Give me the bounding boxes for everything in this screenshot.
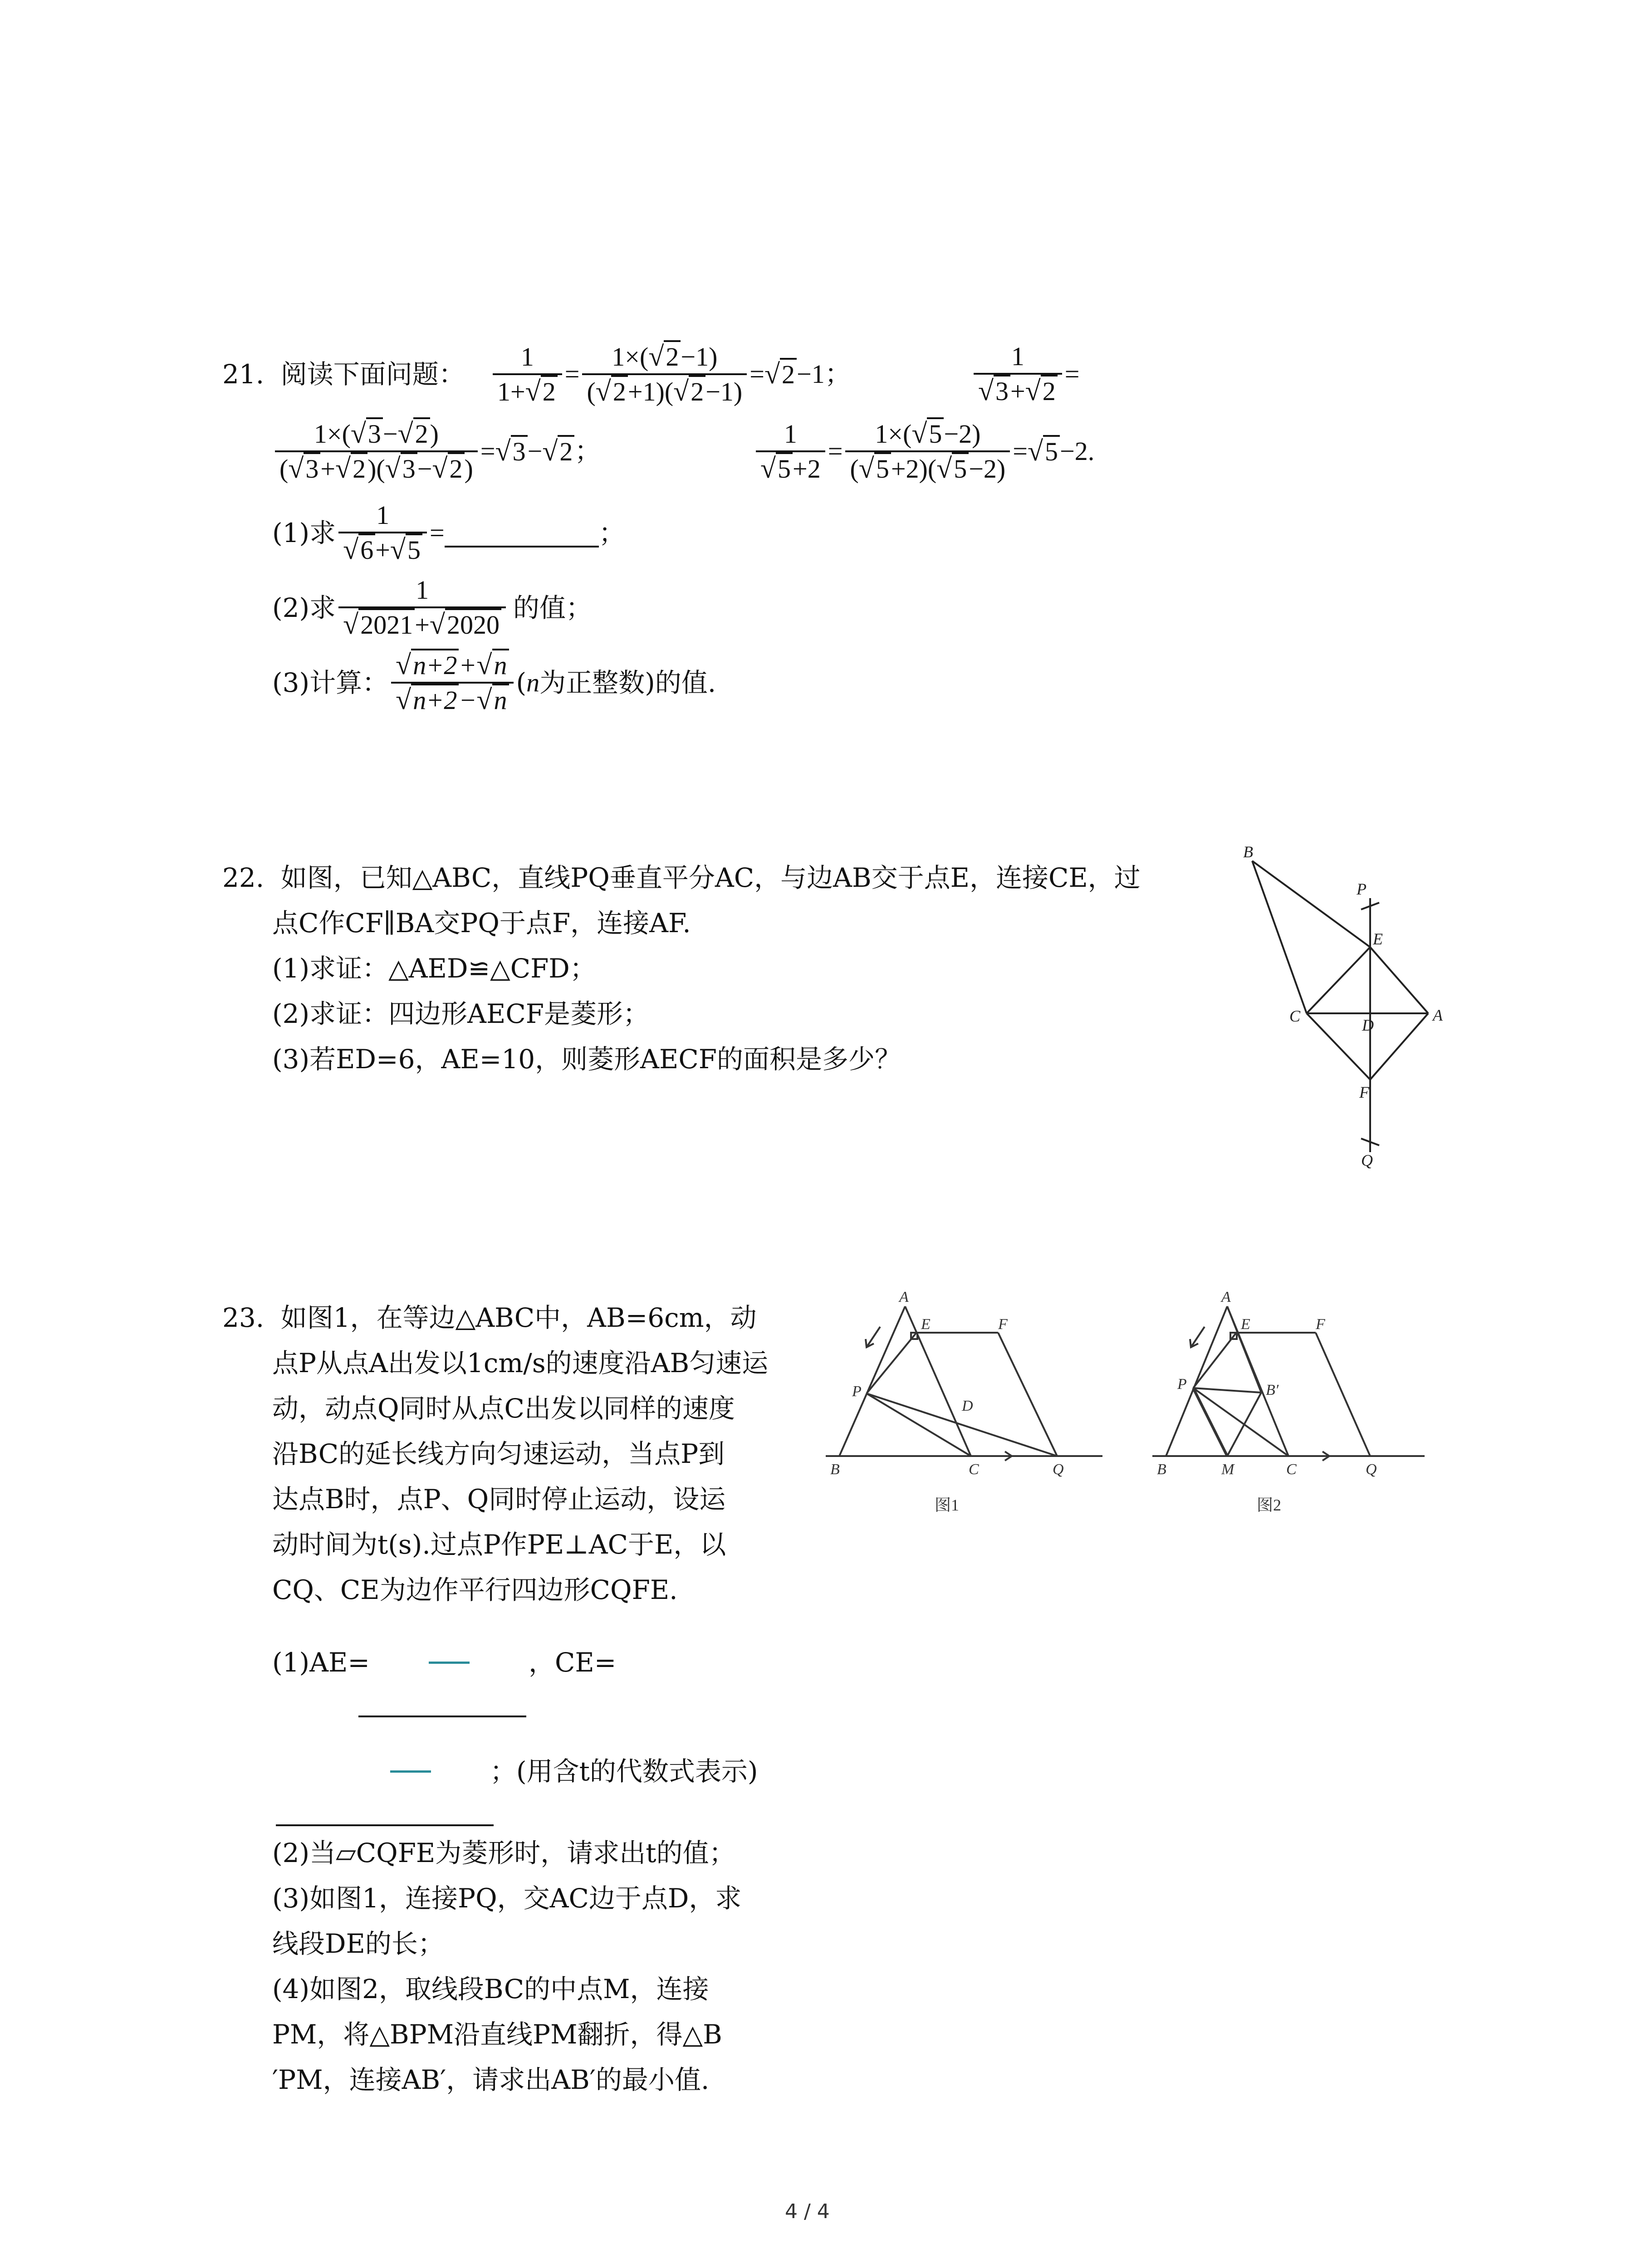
fig1-segment-PC <box>867 1393 971 1456</box>
fig1-label-P: P <box>852 1383 862 1400</box>
fig1-segment-PE <box>867 1333 916 1393</box>
q23-part2: (2)当▱CQFE为菱形时，请求出t的值； <box>272 1838 735 1868</box>
q21-eq2b-den-r2: 2 <box>351 452 367 484</box>
q21-eq1-mid-num-b: −1) <box>681 342 718 371</box>
fig2-label-B: B <box>1157 1461 1166 1478</box>
q22-segment-BE <box>1252 861 1370 947</box>
q21-eq3-mid-den-r2: 5 <box>952 452 969 484</box>
q21-eq3-eq: = <box>828 436 843 466</box>
q21-eq3: $\frac{1}{√5+2}$ = $\frac{1\times(√5-2)}{(√5+2)(√5-2)}$ = √5 −2. <box>753 417 1094 485</box>
q21-p2-den-r1: 2021 <box>358 608 415 640</box>
q21-eq2-den-r2: 2 <box>1041 375 1058 406</box>
q21-p1-den-plus: + <box>375 535 390 565</box>
q22-text-line2: 点C作CF∥BA交PQ于点F，连接AF. <box>272 908 691 938</box>
q21-eq2b-num-r2: 2 <box>413 417 430 449</box>
q22-part1: (1)求证：△AED≌△CFD； <box>272 953 596 984</box>
fig2-label-E: E <box>1241 1316 1250 1333</box>
q23-line1 <box>222 1297 757 1338</box>
fig2-label-C: C <box>1286 1461 1297 1478</box>
q22-label-Q: Q <box>1361 1151 1373 1169</box>
q21-eq3-rhs-r: 5 <box>1043 435 1060 466</box>
q23-text-line4: 沿BC的延长线方向匀速运动，当点P到 <box>272 1438 725 1469</box>
q21-p1-den-r2: 5 <box>406 533 422 565</box>
fig2-segment-PM <box>1193 1388 1227 1456</box>
q23-part3-line1: (3)如图1，连接PQ，交AC边于点D，求 <box>272 1883 742 1914</box>
q21-p3-num-r1: n+2 <box>411 649 459 680</box>
q21-p2-end: 的值； <box>513 592 592 623</box>
fig1-label-D: D <box>962 1398 973 1414</box>
q21-eq2b-den-b: )( <box>367 454 385 484</box>
q21-eq3-eq2: = <box>1013 436 1028 466</box>
q21-eq2b-eq: = <box>480 436 495 466</box>
q21-eq3-mid-den-r1: 5 <box>874 452 891 484</box>
q21-eq2b-den-r4: 2 <box>448 452 465 484</box>
q21-eq2b-rhs-end: ； <box>574 436 601 466</box>
q21-eq1-num: 1 <box>520 342 534 371</box>
fig2-label-A: A <box>1221 1289 1231 1305</box>
q21-eq1-den-a: 1+ <box>497 376 525 406</box>
q23-text-line5: 达点B时，点P、Q同时停止运动，设运 <box>272 1484 726 1515</box>
q23-part4-line1: (4)如图2，取线段BC的中点M，连接 <box>272 1974 709 2004</box>
fig2-label-M: M <box>1221 1461 1234 1478</box>
q23-p1-ae-blank[interactable] <box>358 1716 526 1717</box>
q23-number: 23. <box>222 1302 265 1333</box>
q22-number: 22. <box>222 862 265 893</box>
q21-eq1-mid-num-r: 2 <box>664 340 681 371</box>
q21-intro: 阅读下面问题： <box>280 359 465 390</box>
q22-segment-BC <box>1252 861 1307 1013</box>
q22-segment-EA <box>1370 947 1428 1013</box>
q21-eq3-rhs-tail: −2. <box>1059 436 1095 466</box>
q21-eq2b-den-r1: 3 <box>304 452 320 484</box>
q21-p2-num: 1 <box>416 575 429 605</box>
q21-eq3-num: 1 <box>784 419 797 449</box>
q23-figure2 <box>1134 1284 1443 1538</box>
q23-p1-ce-answer-mark <box>390 1770 431 1773</box>
q23-p1-ce-blank[interactable] <box>276 1824 494 1826</box>
q22-label-D: D <box>1362 1016 1374 1034</box>
q21-eq2-num: 1 <box>1011 342 1024 371</box>
q21-p3-num-r2: n <box>492 649 509 680</box>
q21-eq1-mid-den-r2: 2 <box>689 375 705 406</box>
q21-eq2b-rhs-r1: 3 <box>511 435 528 466</box>
q21-eq2b-num-m: − <box>382 419 398 449</box>
fig2-label-P: P <box>1177 1376 1187 1393</box>
q23-p1-ae-label: (1)AE= <box>272 1647 370 1678</box>
q21-p3-var: n <box>526 668 540 697</box>
fig1-caption: 图1 <box>935 1496 960 1514</box>
q23-part4-line2: PM，将△BPM沿直线PM翻折，得△B <box>272 2019 722 2050</box>
q21-eq1-mid-den-b: +1)( <box>627 377 674 406</box>
q21-eq3-den-r: 5 <box>776 452 793 484</box>
q21-p3-paren-a: ( <box>516 667 527 698</box>
q21-p3-prefix: (3)计算： <box>272 667 389 698</box>
q21-eq1-rhs-r: 2 <box>780 358 797 389</box>
q21-eq2b-num-a: 1×( <box>314 419 351 449</box>
q21-eq2b-den-p: + <box>320 454 336 484</box>
q23-text-line2: 点P从点A出发以1cm/s的速度沿AB匀速运 <box>272 1348 769 1378</box>
q23-part1-line2 <box>390 1751 758 1792</box>
fig2-label-Q: Q <box>1366 1461 1377 1478</box>
page-number: 4 / 4 <box>785 2200 830 2223</box>
fig2-segment-PE <box>1193 1333 1236 1388</box>
q21-eq1-rhs-eq: = <box>749 359 764 389</box>
q21-eq2-den-r1: 3 <box>994 375 1010 406</box>
q23-p1-ae-answer-mark <box>429 1662 470 1664</box>
q21-p1-answer-blank[interactable] <box>445 518 599 547</box>
q23-part1-line1 <box>272 1642 616 1683</box>
fig1-segment-AC <box>905 1306 971 1456</box>
q21-eq2-den-plus: + <box>1010 376 1025 406</box>
q21-eq2b-den-m: − <box>417 454 432 484</box>
q21-eq1-mid-den-a: ( <box>587 377 596 406</box>
q21-eq2b-rhs-r2: 2 <box>558 435 574 466</box>
q23-p1-tail: ；(用含t的代数式表示) <box>490 1756 758 1787</box>
q23-text-line3: 动，动点Q同时从点C出发以同样的速度 <box>272 1393 735 1424</box>
q22-segment-CE <box>1307 947 1370 1013</box>
q21-p3-den-minus: − <box>459 685 477 715</box>
q22-text-line1: 如图，已知△ABC，直线PQ垂直平分AC，与边AB交于点E，连接CE，过 <box>280 862 1141 893</box>
q21-eq2b-rhs-m: − <box>527 436 543 466</box>
q21-eq1-mid-num-a: 1×( <box>612 342 649 371</box>
q21-part2: (2)求 $\frac{1}{√2021+√2020}$ 的值； <box>272 574 592 641</box>
fig2-label-B-prime: B′ <box>1266 1382 1279 1398</box>
q22-part3: (3)若ED=6，AE=10，则菱形AECF的面积是多少？ <box>272 1044 901 1075</box>
q21-line1 <box>222 354 465 395</box>
q21-p3-den-r1: n+2 <box>411 684 459 715</box>
q23-text-line6: 动时间为t(s).过点P作PE⊥AC于E，以 <box>272 1529 726 1560</box>
q22-line1 <box>222 857 1141 898</box>
q21-eq2b: $\frac{1\times(√3-√2)}{(√3+√2)(√3-√2)}$ = √3 − √2 ； <box>272 417 601 485</box>
q22-label-F: F <box>1359 1083 1369 1101</box>
q21-eq3-mid-num-b: −2) <box>944 419 981 449</box>
q21-eq3-mid-num-r: 5 <box>927 417 944 449</box>
q21-part3: (3)计算： $\frac{√n+2+√n}{√n+2-√n}$ ( n 为正整数)的值. <box>272 649 716 717</box>
q21-eq2b-den-r3: 3 <box>401 452 417 484</box>
q21-p1-eq: = <box>429 518 445 547</box>
fig1-label-F: F <box>998 1316 1008 1333</box>
q21-eq3-mid-num-a: 1×( <box>875 419 912 449</box>
q23-figure1 <box>812 1284 1112 1538</box>
q21-part1: (1)求 $\frac{1}{√6+√5}$ = ； <box>272 499 625 567</box>
q21-p1-prefix: (1)求 <box>272 517 336 548</box>
fig2-segment-AB <box>1166 1306 1227 1456</box>
fig1-label-A: A <box>899 1289 909 1305</box>
q22-label-A: A <box>1433 1006 1443 1024</box>
q21-eq3-mid-den-c: −2) <box>969 454 1006 484</box>
q22-figure <box>1225 844 1479 1188</box>
q21-eq2: $\frac{1}{√3+√2}$ = <box>971 340 1080 408</box>
q21-eq2b-den-a: ( <box>279 454 289 484</box>
q21-eq1-mid-den-r1: 2 <box>611 375 628 406</box>
q23-text-line1: 如图1，在等边△ABC中，AB=6cm，动 <box>280 1302 757 1333</box>
q21-eq1-den-r: 2 <box>541 375 558 406</box>
q21-p1-num: 1 <box>376 500 390 530</box>
q21-p2-den-plus: + <box>415 610 430 640</box>
fig1-label-E: E <box>921 1316 931 1333</box>
fig2-label-F: F <box>1316 1316 1325 1333</box>
q21-p3-paren-b: 为正整数)的值. <box>539 667 716 698</box>
q21-eq3-mid-den-b: +2)( <box>891 454 937 484</box>
q21-eq2-eq: = <box>1064 359 1080 389</box>
q22-label-B: B <box>1243 844 1253 861</box>
fig1-label-C: C <box>969 1461 979 1478</box>
q21-p3-den-r2: n <box>492 684 509 715</box>
q21-eq1-mid-den-c: −1) <box>705 377 743 406</box>
q21-number: 21. <box>222 359 265 390</box>
q21-p2-den-r2: 2020 <box>445 608 501 640</box>
q22-segment-CF <box>1307 1013 1370 1080</box>
q21-eq2b-num-r1: 3 <box>366 417 383 449</box>
fig2-segment-PB2 <box>1193 1388 1261 1393</box>
fig1-segment-AB <box>839 1306 905 1456</box>
q21-p1-end: ； <box>598 517 625 548</box>
q23-text-line7: CQ、CE为边作平行四边形CQFE. <box>272 1574 678 1605</box>
q21-eq1: $\frac{1}{1+√2}$ = $\frac{1\times(√2-1)}{(√2+1)(√2-1)}$ = √2 −1； <box>490 340 851 408</box>
q22-label-C: C <box>1289 1007 1301 1025</box>
q22-part2: (2)求证：四边形AECF是菱形； <box>272 998 650 1029</box>
fig1-label-B: B <box>830 1461 840 1478</box>
q21-eq3-mid-den-a: ( <box>850 454 859 484</box>
q22-segment-AF <box>1370 1013 1428 1080</box>
fig1-label-Q: Q <box>1053 1461 1064 1478</box>
q21-p3-num-plus: + <box>459 650 477 680</box>
q21-eq2b-num-b: ) <box>430 419 439 449</box>
fig2-caption: 图2 <box>1257 1496 1282 1514</box>
q21-eq1-rhs-tail: −1； <box>796 359 851 389</box>
q21-eq2b-den-c: ) <box>464 454 473 484</box>
q21-p1-den-r1: 6 <box>358 533 375 565</box>
q23-p1-ce-label: ，CE= <box>528 1647 617 1678</box>
q22-label-P: P <box>1357 880 1367 898</box>
q21-p2-prefix: (2)求 <box>272 592 336 623</box>
q23-part4-line3: ′PM，连接AB′，请求出AB′的最小值. <box>272 2064 710 2095</box>
q23-part3-line2: 线段DE的长； <box>272 1928 444 1959</box>
q21-eq3-den-b: +2 <box>793 454 821 484</box>
fig2-segment-FQ <box>1316 1333 1370 1456</box>
q22-label-E: E <box>1373 930 1383 948</box>
fig1-segment-FQ <box>998 1333 1057 1456</box>
